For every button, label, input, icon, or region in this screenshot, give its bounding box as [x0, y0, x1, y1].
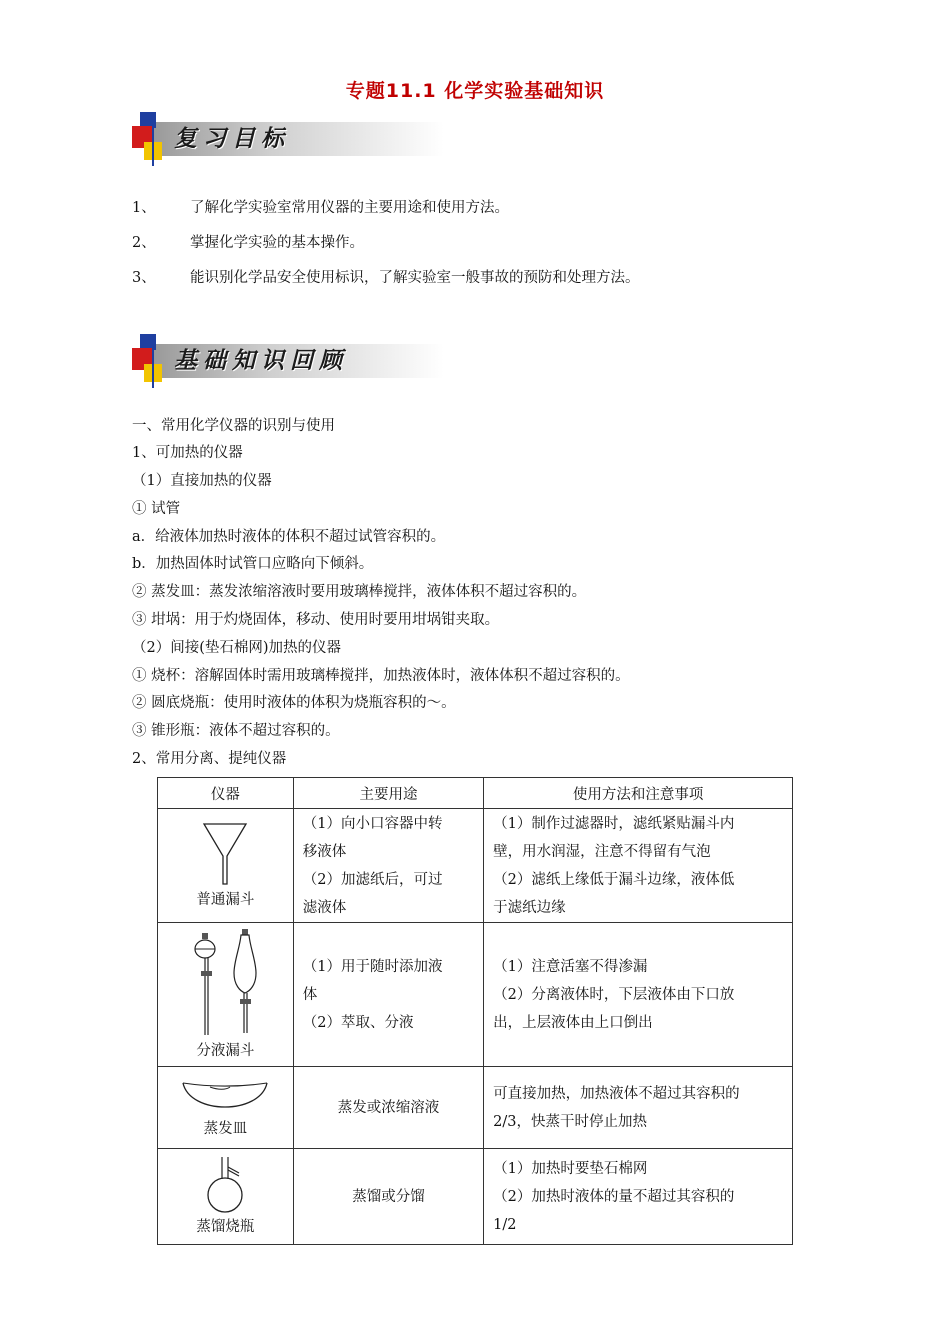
note-line: 壁，用水润湿，注意不得留有气泡: [493, 843, 711, 860]
table-row: [158, 923, 793, 1067]
table-row: [158, 1149, 793, 1245]
instrument-table: [157, 777, 793, 1245]
subsection-heading: 2、常用分离、提纯仪器: [132, 751, 287, 767]
body-line: ③ 锥形瓶：液体不超过容积的。: [132, 723, 340, 739]
note-line: 1/2: [493, 1216, 517, 1233]
section-heading: 一、常用化学仪器的识别与使用: [132, 418, 335, 434]
use-line: 移液体: [302, 843, 347, 860]
note-line: （2）加热时液体的量不超过其容积的: [493, 1188, 735, 1205]
note-line: （1）制作过滤器时，滤纸紧贴漏斗内: [493, 815, 735, 832]
body-line: （1）直接加热的仪器: [132, 473, 272, 489]
page-title: 专题11.1 化学实验基础知识: [345, 80, 605, 102]
objective-text: 了解化学实验室常用仪器的主要用途和使用方法。: [190, 200, 509, 216]
use-line: （1）用于随时添加液: [302, 958, 443, 975]
body-line: ② 蒸发皿：蒸发浓缩溶液时要用玻璃棒搅拌，液体体积不超过容积的。: [132, 584, 587, 600]
use-line: （1）向小口容器中转: [302, 815, 443, 832]
evaporating-dish-icon: [180, 1075, 270, 1117]
funnel-icon: [200, 820, 250, 888]
subsection-heading: 1、可加热的仪器: [132, 445, 243, 461]
body-line: ① 试管: [132, 501, 181, 517]
use-line: 蒸发或浓缩溶液: [337, 1099, 440, 1116]
use-line: 滤液体: [302, 899, 347, 916]
note-line: （2）分离液体时，下层液体由下口放: [493, 986, 735, 1003]
instrument-name: 分液漏斗: [196, 1042, 255, 1059]
note-line: 可直接加热，加热液体不超过其容积的: [493, 1085, 740, 1102]
objective-item: [132, 268, 640, 288]
body-line: b．加热固体时试管口应略向下倾斜。: [132, 556, 374, 572]
table-header-row: [158, 778, 793, 809]
body-line: ③ 坩埚：用于灼烧固体，移动、使用时要用坩埚钳夹取。: [132, 612, 500, 628]
objective-text: 能识别化学品安全使用标识，了解实验室一般事故的预防和处理方法。: [190, 270, 640, 286]
body-line: a．给液体加热时液体的体积不超过试管容积的。: [132, 529, 446, 545]
use-line: 蒸馏或分馏: [352, 1188, 425, 1205]
body-line: ② 圆底烧瓶：使用时液体的体积为烧瓶容积的～。: [132, 695, 456, 711]
body-line: ① 烧杯：溶解固体时需用玻璃棒搅拌，加热液体时，液体体积不超过容积的。: [132, 668, 630, 684]
objective-item: [132, 198, 509, 218]
note-line: （1）加热时要垫石棉网: [493, 1160, 648, 1177]
objective-number: 2、: [132, 235, 156, 251]
table-row: [158, 809, 793, 923]
banner-label-objectives: 复习目标: [174, 125, 290, 152]
objective-number: 3、: [132, 270, 156, 286]
objective-number: 1、: [132, 200, 156, 216]
instrument-name: 蒸馏烧瓶: [196, 1218, 255, 1235]
note-line: 于滤纸边缘: [493, 899, 566, 916]
note-line: 出，上层液体由上口倒出: [493, 1014, 653, 1031]
table-header-cell: 主要用途: [293, 778, 483, 809]
banner-divider: [152, 120, 154, 166]
use-line: （2）萃取、分液: [302, 1014, 414, 1031]
body-line: （2）间接(垫石棉网)加热的仪器: [132, 640, 342, 656]
objective-text: 掌握化学实验的基本操作。: [190, 235, 364, 251]
table-header-cell: 使用方法和注意事项: [484, 778, 793, 809]
instrument-name: 普通漏斗: [196, 891, 255, 908]
banner-divider: [152, 342, 154, 388]
section-banner-review: [130, 334, 450, 394]
table-header-cell: 仪器: [158, 778, 294, 809]
separatory-funnel-icon: [180, 927, 270, 1039]
note-line: （2）滤纸上缘低于漏斗边缘，液体低: [493, 871, 735, 888]
note-line: （1）注意活塞不得渗漏: [493, 958, 648, 975]
banner-label-review: 基础知识回顾: [174, 347, 348, 374]
instrument-name: 蒸发皿: [203, 1120, 248, 1137]
note-line: 2/3，快蒸干时停止加热: [493, 1113, 647, 1130]
distilling-flask-icon: [195, 1155, 255, 1215]
objective-item: [132, 233, 364, 253]
use-line: 体: [302, 986, 318, 1003]
section-banner-objectives: [130, 112, 450, 172]
table-row: [158, 1067, 793, 1149]
use-line: （2）加滤纸后，可过: [302, 871, 443, 888]
